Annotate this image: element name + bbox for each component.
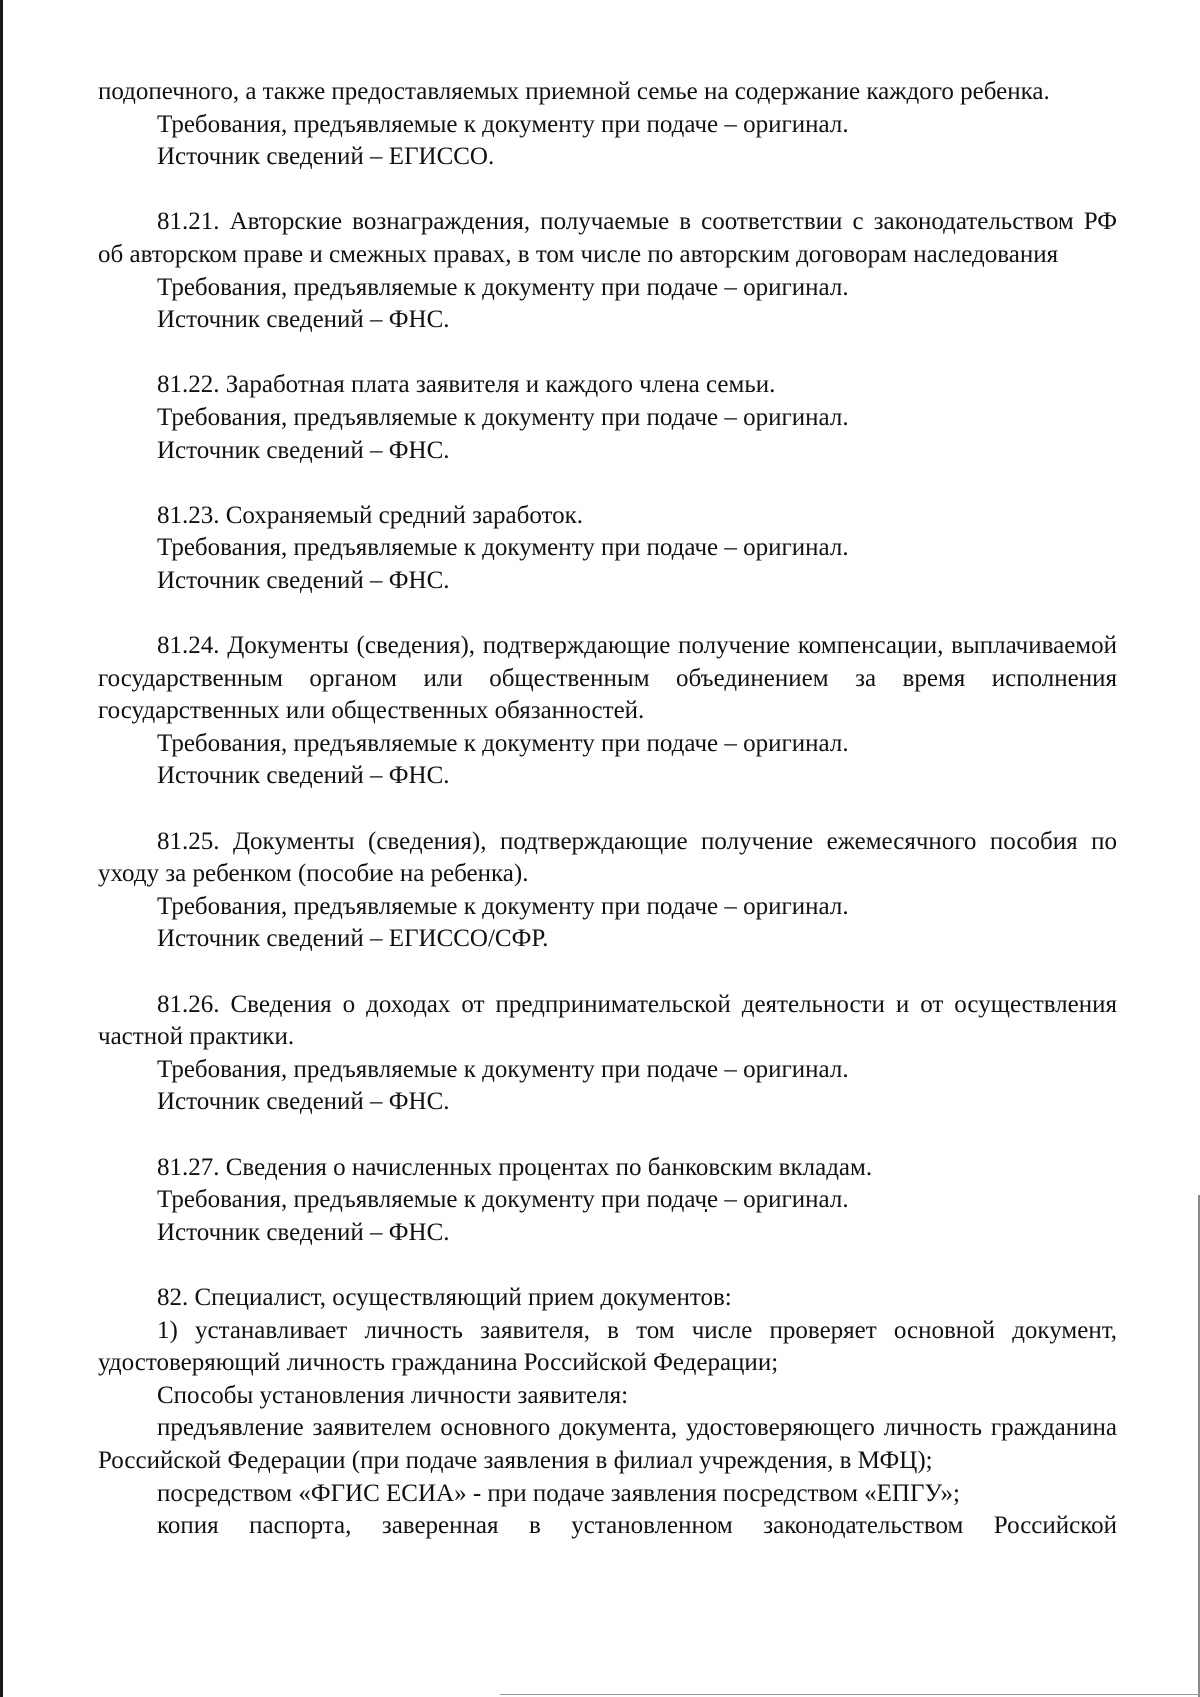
paragraph-gap xyxy=(98,1119,1117,1152)
item-81-22: 81.22. Заработная плата заявителя и каждого члена семьи. xyxy=(157,371,776,399)
source-line: Источник сведений – ЕГИССО/СФР. xyxy=(157,925,549,953)
source-line: Источник сведений – ЕГИССО. xyxy=(157,143,495,171)
requirements-line: Требования, предъявляемые к документу при подаче – оригинал. xyxy=(157,534,849,562)
requirements-line: Требования, предъявляемые к документу при подаче – оригинал. xyxy=(157,273,849,301)
identity-method-document: предъявление заявителем основного документа, удостоверяющего личность гражданина Российской Федерации (при подаче заявления в филиал учреждения, в МФЦ); xyxy=(98,1414,1117,1474)
paragraph-gap xyxy=(98,467,1117,500)
item-81-21: 81.21. Авторские вознаграждения, получаемые в соответствии с законодательством РФ об авторском праве и смежных правах, в том числе по авторским договорам наследования xyxy=(98,208,1117,268)
paragraph-gap xyxy=(98,174,1117,207)
item-81-24: 81.24. Документы (сведения), подтверждающие получение компенсации, выплачиваемой государственным органом или общественным объединением за время исполнения государственных или общественных обязанностей. xyxy=(98,632,1117,725)
source-line: Источник сведений – ФНС. xyxy=(157,436,450,464)
paragraph-gap xyxy=(98,598,1117,631)
source-line: Источник сведений – ФНС. xyxy=(157,306,450,334)
identity-method-esia: посредством «ФГИС ЕСИА» - при подаче заявления посредством «ЕПГУ»; xyxy=(157,1479,961,1507)
source-line: Источник сведений – ФНС. xyxy=(157,1218,450,1246)
requirements-line: Требования, предъявляемые к документу при подаче – оригинал. xyxy=(157,110,849,138)
document-body xyxy=(98,76,1117,1543)
paragraph-gap xyxy=(98,793,1117,826)
identity-method-passport-copy: копия паспорта, заверенная в установленном законодательством Российской xyxy=(157,1512,1117,1540)
paragraph-gap xyxy=(98,956,1117,989)
source-line: Источник сведений – ФНС. xyxy=(157,566,450,594)
requirements-line: Требования, предъявляемые к документу при подаче – оригинал. xyxy=(157,1055,849,1083)
requirements-line: Требования, предъявляемые к документу при подаче – оригинал. xyxy=(157,892,849,920)
item-81-27: 81.27. Сведения о начисленных процентах по банковским вкладам. xyxy=(157,1153,873,1181)
identity-methods-heading: Способы установления личности заявителя: xyxy=(157,1381,629,1409)
source-line: Источник сведений – ФНС. xyxy=(157,1088,450,1116)
paragraph-continuation: подопечного, а также предоставляемых приемной семье на содержание каждого ребенка. xyxy=(98,78,1050,105)
item-82: 82. Специалист, осуществляющий прием документов: xyxy=(157,1283,732,1311)
item-81-26: 81.26. Сведения о доходах от предпринимательской деятельности и от осуществления частной практики. xyxy=(98,990,1117,1051)
scan-edge-left xyxy=(0,0,3,1697)
source-line: Источник сведений – ФНС. xyxy=(157,762,450,790)
item-81-23: 81.23. Сохраняемый средний заработок. xyxy=(157,501,584,529)
scan-edge-bottom xyxy=(500,1694,1200,1695)
paragraph-gap xyxy=(98,337,1117,370)
item-82-subitem-1: 1) устанавливает личность заявителя, в том числе проверяет основной документ, удостоверяющий личность гражданина Российской Федерации; xyxy=(98,1316,1117,1377)
requirements-line: Требования, предъявляемые к документу при подаче – оригинал. xyxy=(157,403,849,431)
paragraph-gap xyxy=(98,1249,1117,1282)
item-81-25: 81.25. Документы (сведения), подтверждающие получение ежемесячного пособия по уходу за ребенком (пособие на ребенка). xyxy=(98,827,1117,888)
requirements-line: Требования, предъявляемые к документу при подаче – оригинал. xyxy=(157,1186,849,1214)
requirements-line: Требования, предъявляемые к документу при подаче – оригинал. xyxy=(157,729,849,757)
